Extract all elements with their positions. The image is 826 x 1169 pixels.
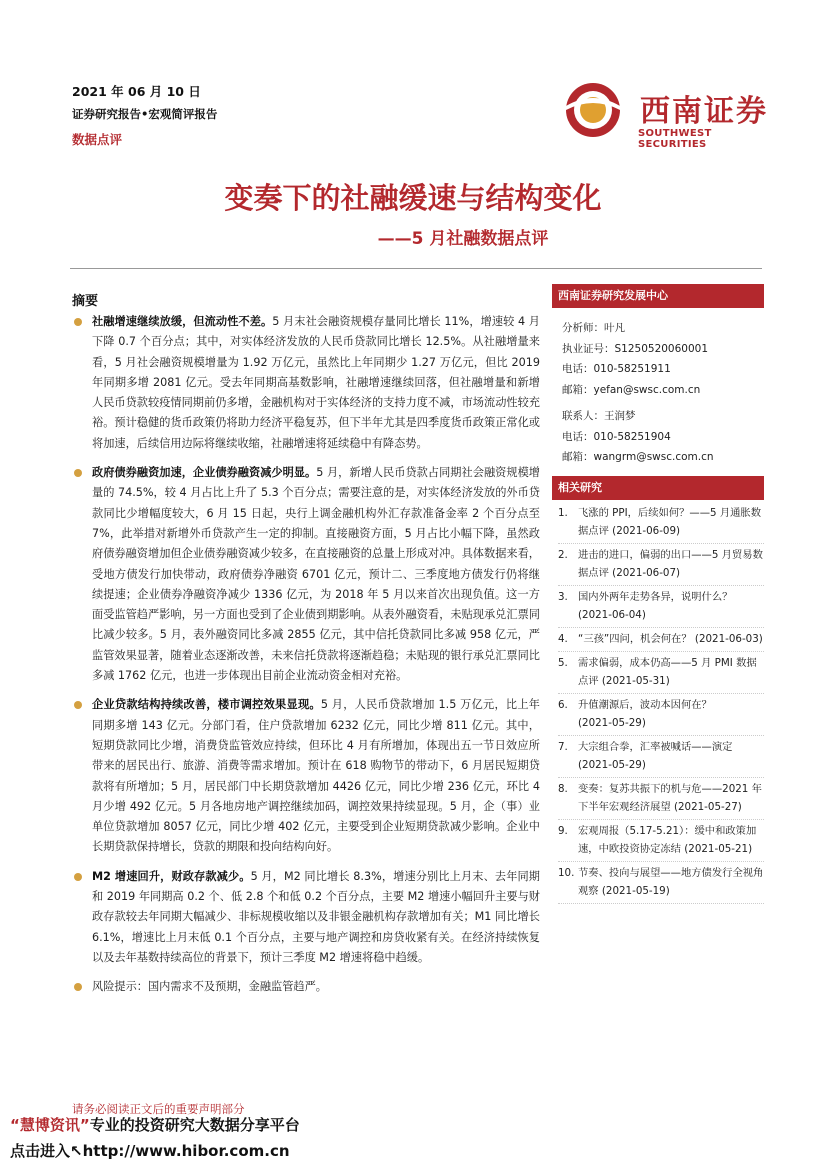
paragraph-lead: M2 增速回升，财政存款减少。 bbox=[92, 869, 251, 883]
related-item[interactable] bbox=[558, 588, 764, 628]
paragraph-text: 5 月，新增人民币贷款占同期社会融资规模增量的 74.5%，较 4 月占比上升了 5.3 个百分点；需要注意的是，对实体经济发放的外币贷款同比少增幅度较大，6 月 15 日起，央行上调金融机构外汇存款准备金率 2 个百分点至 7%，此举措对新增外币贷款产生一定的抑制。直接融资方面，5 月占比小幅下降，虽然政府债券融资增加但企业债券融资减少较多，在直接融资的总量上形成对冲。具体数据来看，受地方债发行加快带动，政府债券净融资 6701 亿元，预计二、三季度地方债发行仍将继续提速；企业债券净融资净减少 1336 亿元，为 2018 年 5 月以来首次出现负值。这一方面受监管趋严影响，另一方面也受到了企业债到期影响。从表外融资看，未贴现承兑汇票同比减少较多。5 月，表外融资同比多减 2855 亿元，其中信托贷款同比多减 958 亿元，严监管效果显著，随着业态逐渐改善，未来信托贷款将逐渐趋稳；未贴现的银行承兑汇票同比多减 1762 亿元，也进一步体现出目前企业流动资金相对充裕。 bbox=[92, 466, 540, 683]
related-item[interactable] bbox=[558, 630, 764, 652]
abstract-body bbox=[72, 312, 540, 1007]
related-item[interactable] bbox=[558, 864, 764, 904]
bullet-icon bbox=[74, 701, 82, 709]
bullet-icon bbox=[74, 318, 82, 326]
abstract-paragraph bbox=[72, 867, 540, 968]
related-num: 8. bbox=[558, 782, 568, 795]
related-title: 宏观周报（5.17-5.21）：缓中和政策加速，中欧投资协定冻结 bbox=[578, 824, 757, 855]
abstract-paragraph bbox=[72, 312, 540, 454]
logo-name-cn: 西南证券 bbox=[640, 94, 768, 129]
bullet-icon bbox=[74, 469, 82, 477]
watermark-enter: 点击进入 bbox=[10, 1142, 71, 1160]
related-date: (2021-06-03) bbox=[694, 632, 763, 645]
related-date: (2021-05-19) bbox=[601, 884, 670, 897]
related-date: (2021-05-21) bbox=[684, 842, 753, 855]
related-item[interactable] bbox=[558, 738, 764, 778]
watermark-line2[interactable] bbox=[10, 1140, 290, 1161]
related-date: (2021-05-29) bbox=[578, 758, 646, 771]
report-category: 数据点评 bbox=[72, 132, 123, 147]
related-title: 进击的进口，偏弱的出口——5 月贸易数据点评 bbox=[578, 548, 763, 579]
disclaimer-notice: 请务必阅读正文后的重要声明部分 bbox=[72, 1102, 245, 1116]
related-num: 5. bbox=[558, 656, 568, 669]
related-num: 3. bbox=[558, 590, 568, 603]
paragraph-text: 5 月，M2 同比增长 8.3%，增速分别比上月末、去年同期和 2019 年同期高 0.2 个、低 2.8 个和低 0.2 个百分点，主要 M2 增速小幅回升主要与财政存款较去年同期大幅减少、非标规模收缩以及非银金融机构存款增加有关；M1 同比增长 6.1%，增速比上月末低 0.1 个百分点，主要与地产调控和房贷收紧有关。在经济持续恢复以及去年基数持续高位的背景下，预计三季度 M2 增速将稳中趋缓。 bbox=[92, 869, 540, 964]
analyst-contacts bbox=[552, 308, 764, 476]
related-num: 4. bbox=[558, 632, 568, 645]
related-item[interactable] bbox=[558, 822, 764, 862]
logo-emblem-icon bbox=[560, 80, 626, 140]
analyst-name: 分析师：叶凡 bbox=[562, 322, 625, 334]
paragraph-lead: 企业贷款结构持续改善，楼市调控效果显现。 bbox=[92, 698, 321, 712]
related-date: (2021-06-04) bbox=[578, 608, 646, 621]
contact-name: 联系人：王润梦 bbox=[562, 410, 636, 422]
related-item[interactable] bbox=[558, 546, 764, 586]
related-title: 国内外两年走势各异，说明什么？ bbox=[578, 590, 733, 603]
related-date: (2021-05-29) bbox=[578, 716, 646, 729]
watermark-slogan: 专业的投资研究大数据分享平台 bbox=[89, 1116, 300, 1134]
bullet-icon bbox=[74, 873, 82, 881]
related-item[interactable] bbox=[558, 654, 764, 694]
related-research-header: 相关研究 bbox=[552, 476, 764, 500]
related-item[interactable] bbox=[558, 696, 764, 736]
watermark-line1 bbox=[10, 1114, 300, 1135]
related-date: (2021-06-09) bbox=[612, 524, 681, 537]
research-center-header: 西南证券研究发展中心 bbox=[552, 284, 764, 308]
watermark-url[interactable]: http://www.hibor.com.cn bbox=[82, 1142, 290, 1160]
related-num: 6. bbox=[558, 698, 568, 711]
related-title: 大宗组合拳，汇率被喊话——演定 bbox=[578, 740, 733, 753]
logo-name-en: SOUTHWEST SECURITIES bbox=[638, 128, 712, 150]
abstract-heading: 摘要 bbox=[72, 294, 99, 309]
analyst-license: 执业证号：S1250520060001 bbox=[562, 342, 709, 355]
contact-email[interactable]: 邮箱：wangrm@swsc.com.cn bbox=[562, 451, 714, 463]
cursor-icon: ↖ bbox=[70, 1142, 83, 1160]
related-date: (2021-06-07) bbox=[612, 566, 681, 579]
paragraph-lead: 政府债券融资加速，企业债券融资减少明显。 bbox=[92, 466, 317, 480]
related-num: 7. bbox=[558, 740, 568, 753]
related-num: 10. bbox=[558, 866, 575, 879]
paragraph-text: 5 月末社会融资规模存量同比增长 11%，增速较 4 月下降 0.7 个百分点；其中，对实体经济发放的人民币贷款同比增长 12.5%。从社融增量来看，5 月社会融资规模增量为 1.92 万亿元，虽然比上年同期少 1.27 万亿元，但比 2019 年同期多增 2081 亿元。受去年同期高基数影响，社融增速继续回落，但社融增量和新增人民币贷款较疫情同期前仍多增，金融机构对于实体经济的支持力度不减，市场流动性较充裕。预计稳健的货币政策仍将助力经济平稳复苏，但下半年尤其是四季度货币政策正常化或将加速，后续信用边际将继续收缩，社融增速将延续稳中有降态势。 bbox=[92, 315, 540, 450]
related-title: 节奏、投向与展望——地方债发行全视角观察 bbox=[578, 866, 764, 897]
related-title: 飞涨的 PPI，后续如何？——5 月通胀数据点评 bbox=[578, 506, 762, 537]
related-item[interactable] bbox=[558, 780, 764, 820]
paragraph-lead: 社融增速继续放缓，但流动性不差。 bbox=[92, 315, 273, 328]
related-num: 9. bbox=[558, 824, 568, 837]
sidebar bbox=[552, 284, 764, 906]
related-title: “三孩”四问，机会何在？ bbox=[578, 632, 692, 645]
abstract-paragraph bbox=[72, 463, 540, 686]
report-date: 2021 年 06 月 10 日 bbox=[72, 84, 201, 99]
analyst-email[interactable]: 邮箱：yefan@swsc.com.cn bbox=[562, 383, 701, 396]
related-title: 变奏：复苏共振下的机与危——2021 年下半年宏观经济展望 bbox=[578, 782, 762, 813]
header-divider bbox=[70, 268, 762, 269]
page-subtitle: ——5 月社融数据点评 bbox=[377, 229, 549, 249]
company-logo bbox=[560, 80, 770, 150]
paragraph-text: 5 月，人民币贷款增加 1.5 万亿元，比上年同期多增 143 亿元。分部门看，住户贷款增加 6232 亿元，同比少增 811 亿元。其中，短期贷款同比少增，消费贷监管效应持续，但环比 4 月有所增加，体现出五一节日效应所带来的居民出行、旅游、消费等需求增加。预计在 618 购物节的带动下，6 月居民短期贷款将有所增加；5 月，居民部门中长期贷款增加 4426 亿元，同比少增 236 亿元，环比 4 月少增 492 亿元。5 月各地房地产调控继续加码，调控效果持续显现。5 月，企（事）业单位贷款增加 8057 亿元，同比少增 402 亿元，主要受到企业短期贷款减少影响。企业中长期贷款保持增长，贷款的期限和投向结构向好。 bbox=[92, 698, 540, 854]
related-num: 2. bbox=[558, 548, 568, 561]
abstract-paragraph bbox=[72, 695, 540, 857]
related-title: 需求偏弱，成本仍高——5 月 PMI 数据点评 bbox=[578, 656, 757, 687]
related-research-list bbox=[552, 500, 764, 904]
bullet-icon bbox=[74, 983, 82, 991]
related-item[interactable] bbox=[558, 504, 764, 544]
paragraph-text: 风险提示：国内需求不及预期，金融监管趋严。 bbox=[92, 980, 327, 994]
watermark-brand: “慧博资讯” bbox=[10, 1116, 90, 1134]
analyst-phone: 电话：010-58251911 bbox=[562, 363, 671, 375]
related-num: 1. bbox=[558, 506, 568, 519]
risk-warning bbox=[72, 977, 540, 997]
report-type: 证券研究报告•宏观简评报告 bbox=[72, 107, 218, 121]
related-date: (2021-05-27) bbox=[673, 800, 742, 813]
contact-phone: 电话：010-58251904 bbox=[562, 430, 671, 443]
related-date: (2021-05-31) bbox=[601, 674, 670, 687]
related-title: 升值潮源后，波动本因何在？ bbox=[578, 698, 712, 711]
page-title: 变奏下的社融缓速与结构变化 bbox=[224, 181, 602, 215]
